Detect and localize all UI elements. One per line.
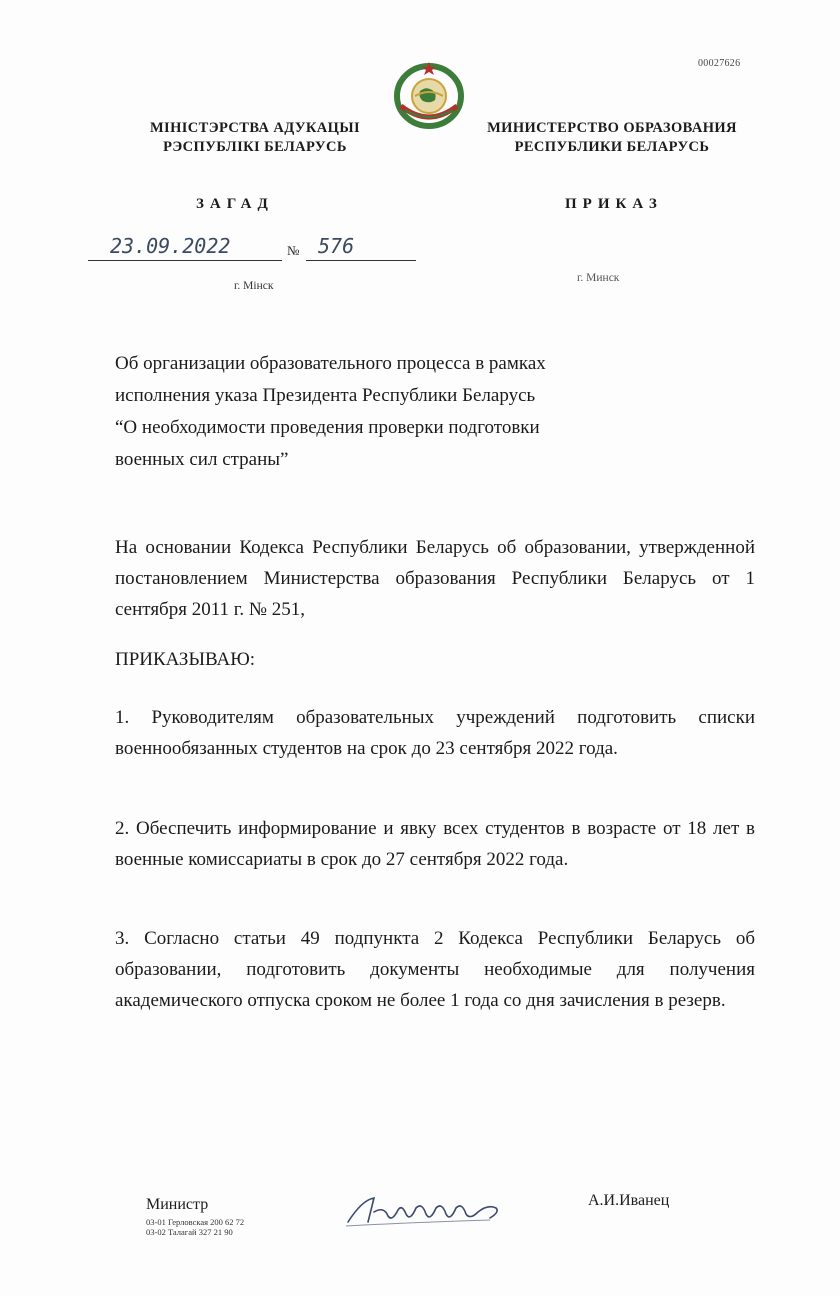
date-underline [88, 260, 282, 261]
order-word-belarusian: ЗАГАД [196, 196, 274, 212]
ministry-name-ru-line2: РЕСПУБЛИКИ БЕЛАРУСЬ [514, 139, 710, 155]
ministry-name-ru-line1: МИНИСТЕРСТВО ОБРАЗОВАНИЯ [487, 120, 737, 136]
signatory-name: А.И.Иванец [588, 1192, 670, 1209]
ministry-name-be-line2: РЭСПУБЛІКІ БЕЛАРУСЬ [163, 139, 347, 155]
legal-basis-paragraph: На основании Кодекса Республики Беларусь об образовании, утвержденной постановлением Министерства образования Республики Беларусь от 1 сентября 2011 г. № 251, [115, 537, 755, 620]
state-emblem-of-belarus-icon [390, 58, 468, 130]
subject-line-2: исполнения указа Президента Республики Беларусь [115, 385, 536, 406]
subject-line-1: Об организации образовательного процесса в рамках [115, 353, 546, 374]
ministry-name-be-line1: МІНІСТЭРСТВА АДУКАЦЫІ [149, 120, 361, 136]
handwritten-signature [340, 1192, 512, 1230]
order-item-2: 2. Обеспечить информирование и явку всех студентов в возрасте от 18 лет в военные комиссариаты в срок до 27 сентября 2022 года. [115, 818, 755, 870]
contact-info [146, 1217, 244, 1237]
order-number-handwritten: 576 [318, 234, 355, 258]
city-belarusian: г. Мінск [234, 280, 274, 292]
contact-line-1: 03-01 Герловская 200 62 72 [146, 1217, 245, 1227]
subject-line-4: военных сил страны” [115, 449, 289, 470]
order-subject [115, 348, 675, 476]
order-date-handwritten: 23.09.2022 [110, 234, 231, 258]
registration-number: 00027626 [698, 58, 741, 69]
contact-line-2: 03-02 Талагай 327 21 90 [146, 1227, 233, 1237]
subject-line-3: “О необходимости проведения проверки подготовки [115, 417, 540, 438]
city-russian: г. Минск [577, 272, 620, 284]
ministry-name-russian [462, 119, 762, 157]
order-word-russian: ПРИКАЗ [565, 196, 663, 212]
ministry-name-belarusian [120, 119, 390, 157]
signatory-title: Министр [146, 1196, 209, 1213]
order-item-1: 1. Руководителям образовательных учреждений подготовить списки военнообязанных студентов на срок до 23 сентября 2022 года. [115, 707, 755, 759]
decree-word: ПРИКАЗЫВАЮ: [115, 649, 256, 670]
number-sign: № [287, 243, 300, 258]
number-underline [306, 260, 416, 261]
order-item-3: 3. Согласно статьи 49 подпункта 2 Кодекса Республики Беларусь об образовании, подготовить документы необходимые для получения академического отпуска сроком не более 1 года со дня зачисления в резерв. [115, 928, 755, 1011]
